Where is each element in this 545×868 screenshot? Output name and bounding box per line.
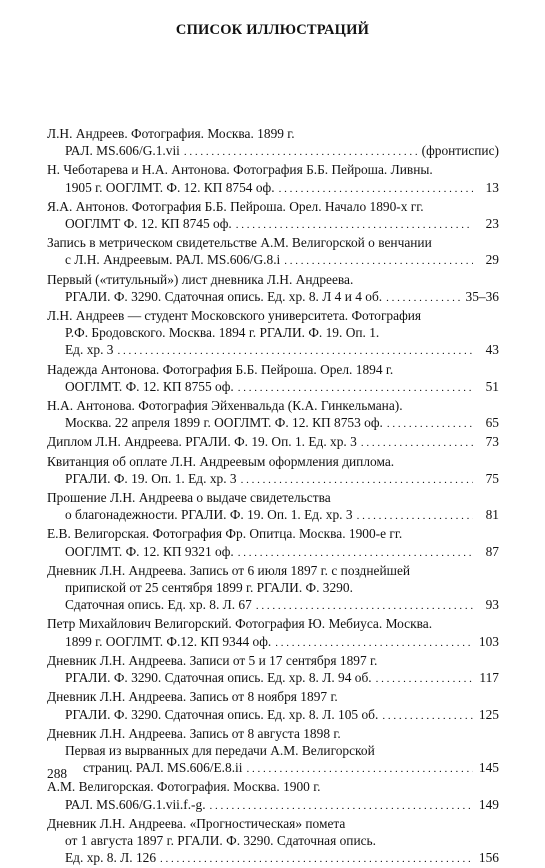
leader-dots: [271, 633, 473, 652]
entry-text: 1899 г. ООГЛМТ. Ф.12. КП 9344 оф.: [65, 633, 272, 649]
list-item-line: [47, 832, 499, 849]
list-item-line: [47, 525, 499, 542]
list-item-line: [47, 378, 499, 397]
list-item-line: [47, 324, 499, 341]
list-item-line: [47, 489, 499, 506]
list-item: [47, 453, 499, 489]
entry-text: Я.А. Антонов. Фотография Б.Б. Пейроша. Орел. Начало 1890-х гг.: [47, 198, 424, 214]
list-item-line: [47, 579, 499, 596]
list-item-line: [47, 596, 499, 615]
entry-text: Первая из вырванных для передачи А.М. Велигорской: [65, 742, 375, 758]
entry-text: ООГЛМТ. Ф. 12. КП 8755 оф.: [65, 378, 234, 394]
entry-text: Л.Н. Андреев — студент Московского университета. Фотография: [47, 308, 422, 324]
list-item-line: [47, 215, 499, 234]
leader-dots: [280, 251, 473, 270]
list-item: [47, 688, 499, 724]
entry-text: Первый («титульный») лист дневника Л.Н. Андреева.: [47, 271, 354, 287]
entry-text: Л.Н. Андреев. Фотография. Москва. 1899 г.: [47, 126, 295, 141]
list-item-line: [47, 414, 499, 433]
list-item-line: [47, 433, 499, 452]
entry-text: Дневник Л.Н. Андреева. Запись от 8 ноября 1897 г.: [47, 689, 338, 705]
leader-dots: [234, 543, 473, 562]
leader-dots: [180, 142, 418, 161]
list-item-line: [47, 307, 499, 324]
entry-text: ООГЛМТ Ф. 12. КП 8745 оф.: [65, 216, 232, 232]
entry-page-number: 125: [478, 706, 499, 722]
leader-dots: [156, 849, 473, 868]
list-item-line: [47, 397, 499, 414]
entry-text: Р.Ф. Бродовского. Москва. 1894 г. РГАЛИ. Ф. 19. Оп. 1.: [65, 325, 380, 341]
list-item: [47, 271, 499, 307]
list-item-line: [47, 725, 499, 742]
list-item-line: [47, 615, 499, 632]
entry-text: Е.В. Велигорская. Фотография Фр. Опитца. Москва. 1900-е гг.: [47, 526, 403, 542]
list-item-line: [47, 271, 499, 288]
list-item-line: [47, 778, 499, 795]
entry-text: Ед. хр. 3: [65, 342, 114, 358]
entry-text: А.М. Велигорская. Фотография. Москва. 1900 г.: [47, 779, 321, 795]
entry-page-number: 103: [478, 633, 499, 649]
entry-text: Надежда Антонова. Фотография Б.Б. Пейроша. Орел. 1894 г.: [47, 361, 394, 377]
list-item-line: [47, 688, 499, 705]
leader-dots: [113, 341, 473, 360]
list-item: [47, 125, 499, 161]
entry-page-number: 117: [479, 670, 499, 686]
leader-dots: [357, 433, 473, 452]
entry-page-number: 81: [485, 507, 499, 523]
list-item-line: [47, 506, 499, 525]
entry-text: Диплом Л.Н. Андреева. РГАЛИ. Ф. 19. Оп. 1. Ед. хр. 3: [47, 434, 357, 450]
list-item: [47, 161, 499, 197]
leader-dots: [252, 596, 473, 615]
leader-dots: [243, 759, 474, 778]
entry-page-number: 51: [485, 378, 499, 394]
entry-page-number: 149: [478, 796, 499, 812]
page-title: СПИСОК ИЛЛЮСТРАЦИЙ: [175, 22, 370, 38]
entry-text: от 1 августа 1897 г. РГАЛИ. Ф. 3290. Сдаточная опись.: [65, 832, 377, 848]
leader-dots: [383, 414, 473, 433]
list-item: [47, 198, 499, 234]
entry-text: РГАЛИ. Ф. 3290. Сдаточная опись. Ед. хр. 8. Л. 94 об.: [65, 670, 372, 686]
entry-text: 1905 г. ООГЛМТ. Ф. 12. КП 8754 оф.: [65, 179, 275, 195]
list-item-line: [47, 543, 499, 562]
entry-text: Дневник Л.Н. Андреева. «Прогностическая» помета: [47, 815, 346, 831]
list-item-line: [47, 142, 499, 161]
list-item-line: [47, 341, 499, 360]
entry-page-number: 75: [485, 470, 499, 486]
entry-page-number: 93: [485, 597, 499, 613]
entry-text: припиской от 25 сентября 1899 г. РГАЛИ. Ф. 3290.: [65, 580, 353, 596]
list-item: [47, 778, 499, 814]
list-item-line: [47, 706, 499, 725]
leader-dots: [237, 470, 473, 489]
entry-page-number: 13: [485, 179, 499, 195]
list-item: [47, 397, 499, 433]
list-item: [47, 652, 499, 688]
list-item: [47, 725, 499, 779]
list-item: [47, 615, 499, 651]
list-item-line: [47, 234, 499, 251]
entry-text: о благонадежности. РГАЛИ. Ф. 19. Оп. 1. Ед. хр. 3: [65, 507, 353, 523]
entry-text: Дневник Л.Н. Андреева. Записи от 5 и 17 сентября 1897 г.: [47, 652, 378, 668]
leader-dots: [372, 669, 473, 688]
entry-text: Сдаточная опись. Ед. хр. 8. Л. 67: [65, 597, 252, 613]
list-item-line: [47, 251, 499, 270]
list-item: [47, 234, 499, 270]
entry-page-number: 23: [485, 216, 499, 232]
entry-text: РГАЛИ. Ф. 3290. Сдаточная опись. Ед. хр. 8. Л. 105 об.: [65, 706, 379, 722]
entry-text: Н. Чеботарева и Н.А. Антонова. Фотография Б.Б. Пейроша. Ливны.: [47, 162, 433, 178]
entry-text: с Л.Н. Андреевым. РАЛ. MS.606/G.8.i: [65, 252, 281, 268]
list-item-line: [47, 669, 499, 688]
entry-text: Квитанция об оплате Л.Н. Андреевым оформления диплома.: [47, 453, 395, 469]
entry-text: РАЛ. MS.606/G.1.vii.f.-g.: [65, 796, 206, 812]
list-item-line: [47, 633, 499, 652]
entry-text: Петр Михайлович Велигорский. Фотография Ю. Мебиуса. Москва.: [47, 616, 433, 632]
list-item-line: [47, 562, 499, 579]
entry-text: страниц. РАЛ. MS.606/E.8.ii: [83, 760, 243, 776]
entry-text: Н.А. Антонова. Фотография Эйхенвальда (К.А. Гинкельмана).: [47, 398, 403, 414]
leader-dots: [275, 179, 473, 198]
list-item-line: [47, 361, 499, 378]
entry-page-number: 29: [485, 252, 499, 268]
leader-dots: [378, 706, 473, 725]
list-item-line: [47, 849, 499, 868]
list-item-line: [47, 815, 499, 832]
list-item: [47, 489, 499, 525]
entry-page-number: 145: [478, 760, 499, 776]
list-item: [47, 525, 499, 561]
entry-text: РАЛ. MS.606/G.1.vii: [65, 143, 180, 159]
list-item-line: [47, 161, 499, 178]
entry-page-number: 73: [485, 434, 499, 450]
entry-text: Дневник Л.Н. Андреева. Запись от 8 августа 1898 г.: [47, 725, 341, 741]
entry-text: Запись в метрическом свидетельстве А.М. Велигорской о венчании: [47, 235, 432, 251]
illustration-list: [47, 125, 499, 868]
entry-page-number: (фронтиспис): [421, 143, 499, 159]
list-item-line: [47, 759, 499, 778]
leader-dots: [234, 378, 473, 397]
list-item: [47, 307, 499, 361]
entry-text: РГАЛИ. Ф. 3290. Сдаточная опись. Ед. хр. 8. Л 4 и 4 об.: [65, 288, 383, 304]
leader-dots: [353, 506, 473, 525]
list-item-line: [47, 179, 499, 198]
list-item-line: [47, 125, 499, 142]
list-item-line: [47, 288, 499, 307]
entry-text: Москва. 22 апреля 1899 г. ООГЛМТ. Ф. 12. КП 8753 оф.: [65, 415, 383, 431]
entry-page-number: 87: [485, 543, 499, 559]
entry-text: Ед. хр. 8. Л. 126: [65, 850, 157, 866]
list-item: [47, 815, 499, 868]
list-item-line: [47, 652, 499, 669]
entry-page-number: 65: [485, 415, 499, 431]
entry-text: ООГЛМТ. Ф. 12. КП 9321 оф.: [65, 543, 234, 559]
list-item-line: [47, 453, 499, 470]
entry-text: Прошение Л.Н. Андреева о выдаче свидетельства: [47, 490, 331, 506]
page-number: 288: [47, 766, 68, 781]
list-item-line: [47, 470, 499, 489]
entry-page-number: 156: [478, 850, 499, 866]
leader-dots: [232, 215, 473, 234]
leader-dots: [382, 288, 461, 307]
entry-page-number: 35–36: [465, 288, 499, 304]
list-item-line: [47, 742, 499, 759]
list-item-line: [47, 796, 499, 815]
leader-dots: [206, 796, 473, 815]
list-item-line: [47, 198, 499, 215]
entry-page-number: 43: [485, 342, 499, 358]
entry-text: РГАЛИ. Ф. 19. Оп. 1. Ед. хр. 3: [65, 470, 237, 486]
list-item: [47, 361, 499, 397]
list-item: [47, 562, 499, 616]
list-item: [47, 433, 499, 452]
entry-text: Дневник Л.Н. Андреева. Запись от 6 июля 1897 г. с позднейшей: [47, 562, 411, 578]
